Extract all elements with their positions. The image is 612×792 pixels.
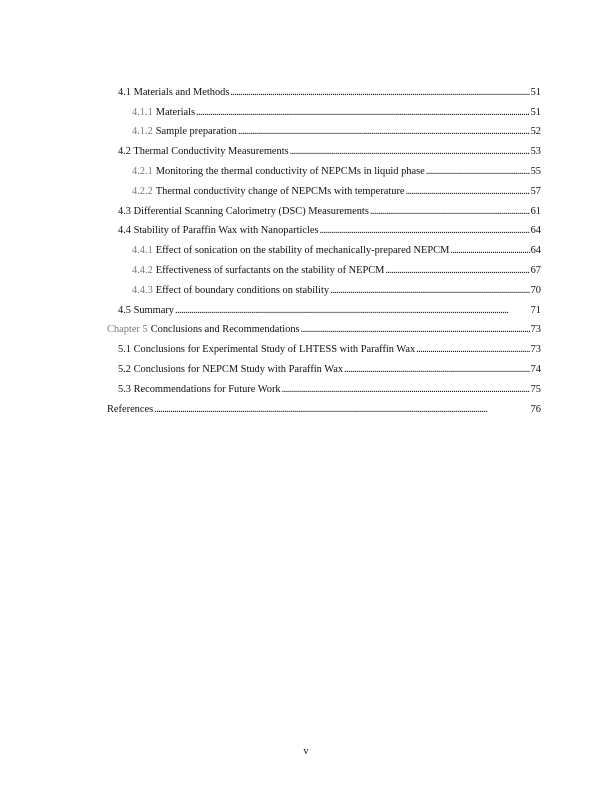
toc-entry-title: 4.4 Stability of Paraffin Wax with Nanoparticles [118, 225, 319, 236]
dot-leader [301, 324, 530, 336]
dot-leader [406, 186, 530, 198]
toc-entry[interactable] [132, 107, 541, 119]
toc-entry-page: 61 [530, 206, 541, 217]
dot-leader [450, 245, 529, 257]
toc-entry-page: 67 [530, 265, 541, 276]
dot-leader [370, 206, 530, 218]
toc-entry-page: 51 [530, 107, 541, 118]
dot-leader [320, 225, 530, 237]
toc-entry[interactable] [132, 126, 541, 138]
page-number: v [303, 746, 309, 757]
toc-entry-page: 55 [530, 166, 541, 177]
toc-entry[interactable] [118, 305, 541, 317]
toc-entry[interactable] [107, 324, 541, 336]
toc-entry-title: Effect of sonication on the stability of mechanically-prepared NEPCM [155, 245, 450, 256]
toc-entry[interactable] [118, 206, 541, 218]
dot-leader [154, 404, 529, 416]
toc-entry-title: 4.1 Materials and Methods [118, 87, 230, 98]
dot-leader [196, 107, 530, 119]
dot-leader [282, 384, 530, 396]
toc-entry-page: 53 [530, 146, 541, 157]
toc-entry-number: 4.4.1 [132, 245, 153, 256]
toc-entry-title: Sample preparation [155, 126, 237, 137]
toc-entry-title: 4.3 Differential Scanning Calorimetry (DSC) Measurements [118, 206, 369, 217]
toc-entry-title: 4.2 Thermal Conductivity Measurements [118, 146, 289, 157]
toc-entry-title: Thermal conductivity change of NEPCMs with temperature [155, 186, 405, 197]
toc-entry[interactable] [118, 364, 541, 376]
toc-entry-title: References [107, 404, 154, 415]
toc-entry-title: Effect of boundary conditions on stability [155, 285, 330, 296]
toc-entry-title: Monitoring the thermal conductivity of NEPCMs in liquid phase [155, 166, 425, 177]
dot-leader [344, 364, 530, 376]
toc-entry[interactable] [132, 265, 541, 277]
toc-entry-number: 4.1.1 [132, 107, 153, 118]
dot-leader [330, 285, 530, 297]
toc-entry-number: 4.2.2 [132, 186, 153, 197]
dot-leader [238, 126, 530, 138]
toc-entry[interactable] [132, 166, 541, 178]
toc-entry-page: 52 [530, 126, 541, 137]
dot-leader [426, 166, 530, 178]
toc-entry-number: 4.4.3 [132, 285, 153, 296]
toc-entry-title: 5.1 Conclusions for Experimental Study of LHTESS with Paraffin Wax [118, 344, 416, 355]
toc-entry-title: Effectiveness of surfactants on the stability of NEPCM [155, 265, 385, 276]
toc-entry-title: 5.3 Recommendations for Future Work [118, 384, 281, 395]
toc-entry-page: 64 [530, 245, 541, 256]
toc-entry-page: 51 [530, 87, 541, 98]
toc-entry-title: Conclusions and Recommendations [150, 324, 300, 335]
toc-entry[interactable] [132, 186, 541, 198]
toc-entry-page: 57 [530, 186, 541, 197]
toc-entry[interactable] [118, 225, 541, 237]
toc-entry-title: Materials [155, 107, 196, 118]
toc-entry-page: 70 [530, 285, 541, 296]
toc-entry-page: 64 [530, 225, 541, 236]
toc-entry-page: 75 [530, 384, 541, 395]
dot-leader [416, 344, 529, 356]
toc-entry-title: 4.5 Summary [118, 305, 174, 316]
toc-entry-number: 4.4.2 [132, 265, 153, 276]
dot-leader [175, 305, 530, 317]
toc-entry[interactable] [132, 245, 541, 257]
dot-leader [290, 146, 530, 158]
toc-entry-number: 4.1.2 [132, 126, 153, 137]
dot-leader [230, 87, 529, 99]
dot-leader [385, 265, 529, 277]
toc-entry[interactable] [118, 87, 541, 99]
toc-entry-page: 71 [530, 305, 541, 316]
toc-entry-page: 73 [530, 324, 541, 335]
toc-entry-page: 74 [530, 364, 541, 375]
toc-entry[interactable] [118, 384, 541, 396]
toc-entry-title: 5.2 Conclusions for NEPCM Study with Paraffin Wax [118, 364, 344, 375]
toc-entry-page: 76 [530, 404, 541, 415]
toc-entry[interactable] [118, 146, 541, 158]
toc-entry[interactable] [107, 404, 541, 416]
toc-entry-page: 73 [530, 344, 541, 355]
toc-entry[interactable] [118, 344, 541, 356]
toc-entry[interactable] [132, 285, 541, 297]
toc-entry-number: 4.2.1 [132, 166, 153, 177]
toc-entry-number: Chapter 5 [107, 324, 148, 335]
